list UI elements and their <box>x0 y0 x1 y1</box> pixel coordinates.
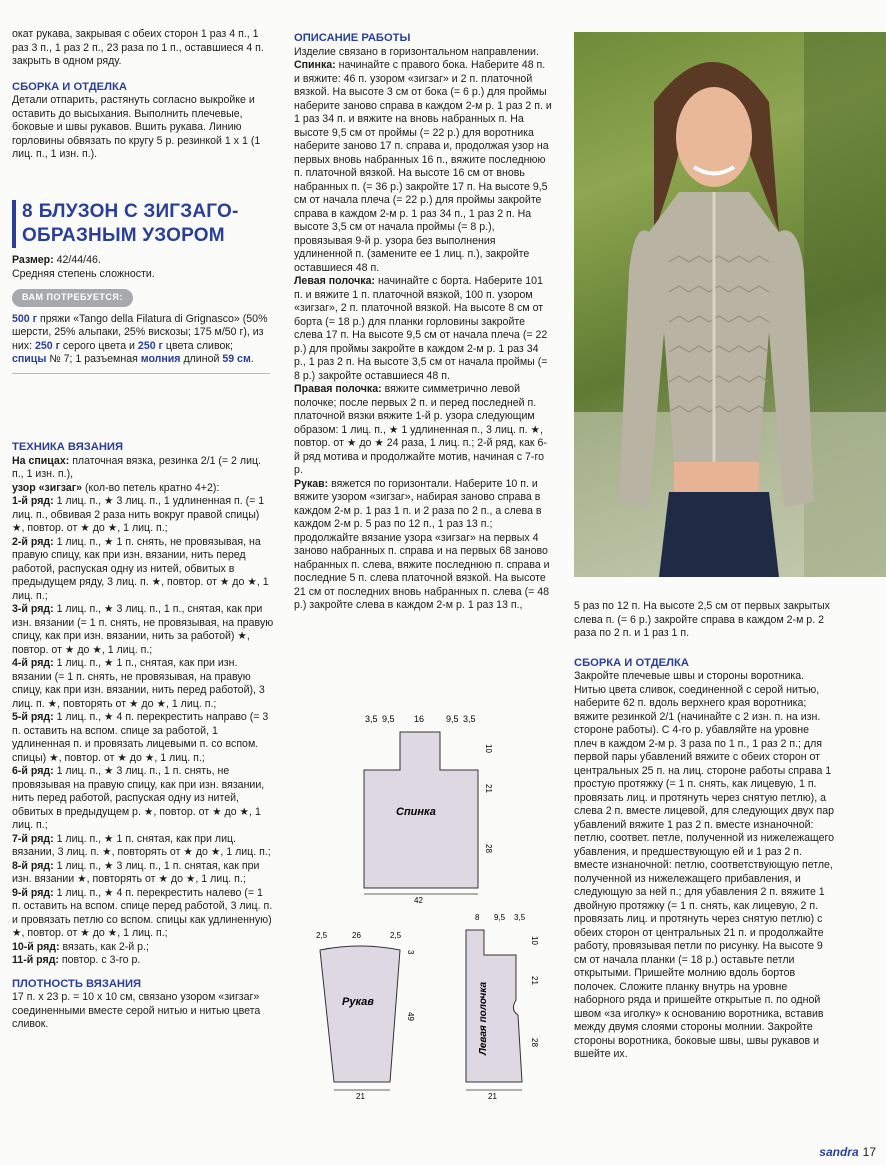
instruction-paragraph: Правая полочка: вяжите симметрично левой полочке; после первых 2 п. и перед последней п. платочной вязки вяжите 1-й р. узора следующим образом: 1 лиц. п., ★ 1 удлиненная п., 3 лиц. п. ★, повтор. от ★ до ★ 24 раза, 1 лиц. п.; 2-й ряд, как 6-й ряд мотива и продолжайте мотив, начиная с 7-го р. <box>294 383 547 476</box>
sleeve-side-2: 49 <box>406 1012 415 1021</box>
instruction-paragraph: Спинка: начинайте с правого бока. Наберите 48 п. и вяжите: 46 п. узором «зигзаг» и 2 п. платочной вязкой. На высоте 3 см от бока (= 6 р.) для проймы наберите заново справа в каждом 2-м р. 1 раз 2 п. и 1 раз 34 п. и вяжите на вновь набранных п. На высоте 9,5 см от проймы (= 22 р.) для воротника наберите заново 17 п. справа и, продолжая узор на первых вновь набранных 16 п., вяжите последнюю п. платочной вязкой. На высоте 16 см от вновь набранных п. (= 36 р.) закройте 17 п. На высоте 9,5 см от начала плеча (= 22 р.) для проймы закройте справа в каждом 2-м р. 1 раз 34 п., 1 раз 2 п. На высоте 3,5 см от начала проймы (= 8 р.), провязывая 9-й р. узора без выполнения удлиненной п. (замените ее 1 лиц. п.), закройте оставшиеся 48 п. <box>294 59 552 274</box>
model-photo <box>574 32 886 577</box>
front-side-2: 21 <box>530 976 539 985</box>
assembly-heading: СБОРКА И ОТДЕЛКА <box>12 80 127 93</box>
title-accent-bar <box>12 200 16 248</box>
sleeve-side-1: 3 <box>406 950 415 955</box>
technique-row: 4-й ряд: 1 лиц. п., ★ 1 п., снятая, как при изн. вязании (= 1 п. снять, не провязывая, на правую спицу, как при изн. вязании, нить перед работой), 3 лиц. п. ★, повторять от ★ до ★, 1 лиц. п.; <box>12 657 265 710</box>
back-top-4: 9,5 <box>446 714 459 724</box>
technique-row: узор «зигзаг» (кол-во петель кратно 4+2): <box>12 481 220 494</box>
model-illustration <box>574 32 886 577</box>
back-side-2: 21 <box>484 784 493 793</box>
divider <box>12 373 270 374</box>
front-label: Левая полочка <box>478 981 489 1055</box>
materials-badge: ВАМ ПОТРЕБУЕТСЯ: <box>12 289 133 307</box>
work-intro: Изделие связано в горизонтальном направлении. <box>294 45 539 58</box>
technique-section <box>12 437 274 1032</box>
finishing-heading: СБОРКА И ОТДЕЛКА <box>574 656 689 669</box>
materials-text: 500 г пряжи «Tango della Filatura di Grignasco» (50% шерсти, 25% альпаки, 25% вискозы; 175 м/50 г), из них: 250 г серого цвета и 250 г цвета сливок; спицы № 7; 1 разъемная молния длиной 59 см. <box>12 312 268 365</box>
technique-row: 3-й ряд: 1 лиц. п., ★ 3 лиц. п., 1 п., снятая, как при изн. вязании (= 1 п. снять, не провязывая, на правую спицу, как при изн. вязании, нить за работой) ★, повтор. от ★ до ★, 1 лиц. п.; <box>12 603 274 656</box>
sleeve-bottom: 21 <box>356 1092 365 1101</box>
back-side-3: 28 <box>484 844 493 853</box>
technique-row: 1-й ряд: 1 лиц. п., ★ 3 лиц. п., 1 удлиненная п. (= 1 лиц. п., обвивая 2 раза нить вокруг правой спицы) ★, повтор. от ★ до ★, 1 лиц. п.; <box>12 495 265 534</box>
schematics <box>300 700 570 1105</box>
front-bottom: 21 <box>488 1092 497 1101</box>
front-side-1: 10 <box>530 936 539 945</box>
technique-row: 9-й ряд: 1 лиц. п., ★ 4 п. перекрестить налево (= 1 п. оставить на вспом. спице перед работой, 3 лиц. п. и провязать петлю со вспом. спицы как удлиненную) ★, повтор. от ★ до ★, 1 лиц. п.; <box>12 886 273 939</box>
left-column <box>12 28 274 162</box>
technique-row: 11-й ряд: повтор. с 3-го р. <box>12 954 141 966</box>
front-top-1: 8 <box>475 913 480 922</box>
sleeve-schematic <box>316 931 415 1101</box>
middle-column <box>294 28 552 613</box>
assembly-text: Детали отпарить, растянуть согласно выкройке и оставить до высыхания. Выполнить плечевые, боковые и швы рукавов. Вшить рукава. Линию горловины обвязать по кругу 5 р. резинкой 1 х 1 (1 лиц. п., 1 изн. п.). <box>12 94 261 160</box>
right-column <box>574 600 834 1062</box>
back-bottom: 42 <box>414 896 423 905</box>
density-heading: ПЛОТНОСТЬ ВЯЗАНИЯ <box>12 977 142 990</box>
technique-row: 10-й ряд: вязать, как 2-й р.; <box>12 940 149 953</box>
density-text: 17 п. x 23 р. = 10 x 10 см, связано узором «зигзаг» соединенными вместе серой нитью и нитью цвета сливок. <box>12 991 261 1030</box>
sleeve-continuation: 5 раз по 12 п. На высоте 2,5 см от первых закрытых слева п. (= 6 р.) закройте справа в каждом 2-м р. 2 раза по 2 п. и 1 раз 1 п. <box>574 600 830 639</box>
front-side-3: 28 <box>530 1038 539 1047</box>
technique-row: 7-й ряд: 1 лиц. п., ★ 1 п. снятая, как при лиц. вязании, 3 лиц. п. ★, повторять от ★ до ★, 1 лиц. п.; <box>12 832 271 858</box>
sleeve-label: Рукав <box>342 996 374 1008</box>
technique-heading: ТЕХНИКА ВЯЗАНИЯ <box>12 441 123 453</box>
pattern-title-block <box>12 200 270 382</box>
pattern-meta: Размер: 42/44/46. Средняя степень сложности. ВАМ ПОТРЕБУЕТСЯ: 500 г пряжи «Tango della Filatura di Grignasco» (50% шерсти, 25% альпаки, 25% вискозы; 175 м/50 г), из них: 250 г серого цвета и 250 г цвета сливок; спицы № 7; 1 разъемная молния длиной 59 см. <box>12 254 270 374</box>
sleeve-top-3: 2,5 <box>390 931 402 940</box>
instruction-paragraph: Левая полочка: начинайте с борта. Наберите 101 п. и вяжите 1 п. платочной вязкой, 100 п. узором «зигзаг», 2 п. платочной вязкой. На высоте 8 см от борта (= 18 р.) для планки горловины закройте слева 17 п. На высоте 9,5 см от начала плеча (= 22 р.) для проймы закройте в каждом 2-м р. 1 раз 34 р., 1 раз 2 п. На высоте 3,5 см от начала проймы (= 8 р.) закройте оставшиеся 48 п. <box>294 275 548 382</box>
sleeve-top-2: 26 <box>352 931 361 940</box>
technique-row: 2-й ряд: 1 лиц. п., ★ 1 п. снять, не провязывая, на правую спицу, как при изн. вязании, нить перед работой, распуская одну из нитей, обвитых в предыдущем ряду, 3 лиц. п. ★, повтор. от ★ до ★, 1 лиц. п.; <box>12 535 269 602</box>
back-top-5: 3,5 <box>463 714 476 724</box>
finishing-text: Закройте плечевые швы и стороны воротника. Нитью цвета сливок, соединенной с серой нитью, наберите 62 п. вдоль верхнего края воротника; вяжите резинкой 2/1 (начинайте с 2 изн. п. на изн. стороне работы). С 4-го р. убавляйте на уровне плеч в каждом 2-м р. 3 раза по 1 п., 1 раз 2 п.; для первой пары убавлений вяжите с обеих сторон от центральных 25 п. на лиц. стороне работы справа 1 простую протяжку (= 1 п. снять, как лицевую, 1 п. провязать лиц. и протянуть через снятую петлю), а слева 2 п. вместе лицевой, для следующих двух пар убавлений вяжите 1 раз 2 п. вместе изнаночной: петлю, соответ. петле, полученной из нижележащего убавления, и предшествующую ей и 1 раз 2 п. вместе изнаночной: петлю, соответствующую петле, полученной из нижележащего прибавления, и следующую за ней п.; для убавления 2 п. вяжите 1 двойную протяжку (= 1 п. снять, как лицевую, 2 п. провязать лиц. и протянуть через снятую петлю) с обеих сторон от центральных 21 п. и продолжайте работу, провязывая петли по рисунку. На высоте 9 см от начала планки (= 18 р.) оставьте петли открытыми. Пришейте молнию вдоль бортов полочек. Сложите планку внутрь на уровне наборного ряда и пришейте открытые п. по одной швом «за иголку» к основанию воротника, вставив между двумя слоями стороны молнии. Закройте стороны воротника, боковые швы, швы рукавов и вшейте их. <box>574 670 834 1060</box>
page-footer <box>819 1145 876 1159</box>
pattern-title: 8 БЛУЗОН С ЗИГЗАГО- ОБРАЗНЫМ УЗОРОМ <box>22 201 239 246</box>
front-top-3: 3,5 <box>514 913 526 922</box>
technique-row: 8-й ряд: 1 лиц. п., ★ 3 лиц. п., 1 п. снятая, как при изн. вязании ★, повторять от ★ до ★, 1 лиц. п.; <box>12 859 260 885</box>
back-top-2: 9,5 <box>382 714 395 724</box>
technique-row: На спицах: платочная вязка, резинка 2/1 (= 2 лиц. п., 1 изн. п.), <box>12 454 262 480</box>
sleeve-top-1: 2,5 <box>316 931 328 940</box>
front-schematic <box>466 913 539 1101</box>
back-schematic <box>364 714 493 905</box>
back-top-1: 3,5 <box>365 714 378 724</box>
back-top-3: 16 <box>414 714 425 724</box>
instruction-paragraph: Рукав: вяжется по горизонтали. Наберите 10 п. и вяжите узором «зигзаг», набирая заново справа в каждом 2-м р. 1 раз 1 п. и 2 раза по 2 п., а слева в каждом 2-м р. 5 раз по 12 п., 1 раз 13 п.; продолжайте вязание узора «зигзаг» на первых 4 заново набранных п. справа и на первых 68 заново набранных п. слева, вяжите последнюю п. справа и последние 5 п. слева платочной вязкой. На высоте 21 см от последних вновь набранных п. слева (= 48 р.) закройте слева в каждом 2-м р. 1 раз 13 п., <box>294 477 550 611</box>
sleeve-cap-text: окат рукава, закрывая с обеих сторон 1 раз 4 п., 1 раз 3 п., 1 раз 2 п., 23 раза по 1 п., оставшиеся 4 п. закрыть в одном ряду. <box>12 28 264 67</box>
work-description-heading: ОПИСАНИЕ РАБОТЫ <box>294 32 411 44</box>
technique-row: 6-й ряд: 1 лиц. п., ★ 3 лиц. п., 1 п. снять, не провязывая на правую спицу, как при изн. вязании, нить перед работой, распуская одну из нитей, обвитых в предыдущем р. ★, повтор. от ★ до ★, 1 лиц. п.; <box>12 765 265 831</box>
back-side-1: 10 <box>484 744 493 753</box>
back-label: Спинка <box>396 806 436 818</box>
magazine-brand: sandra <box>819 1145 859 1159</box>
technique-row: 5-й ряд: 1 лиц. п., ★ 4 п. перекрестить направо (= 3 п. оставить на вспом. спице за работой, 1 удлиненная п. и провязать лицевыми п. со вспом. спицы) ★, повтор. от ★ до ★, 1 лиц. п.; <box>12 711 269 764</box>
front-top-2: 9,5 <box>494 913 506 922</box>
page-number: 17 <box>862 1145 876 1159</box>
